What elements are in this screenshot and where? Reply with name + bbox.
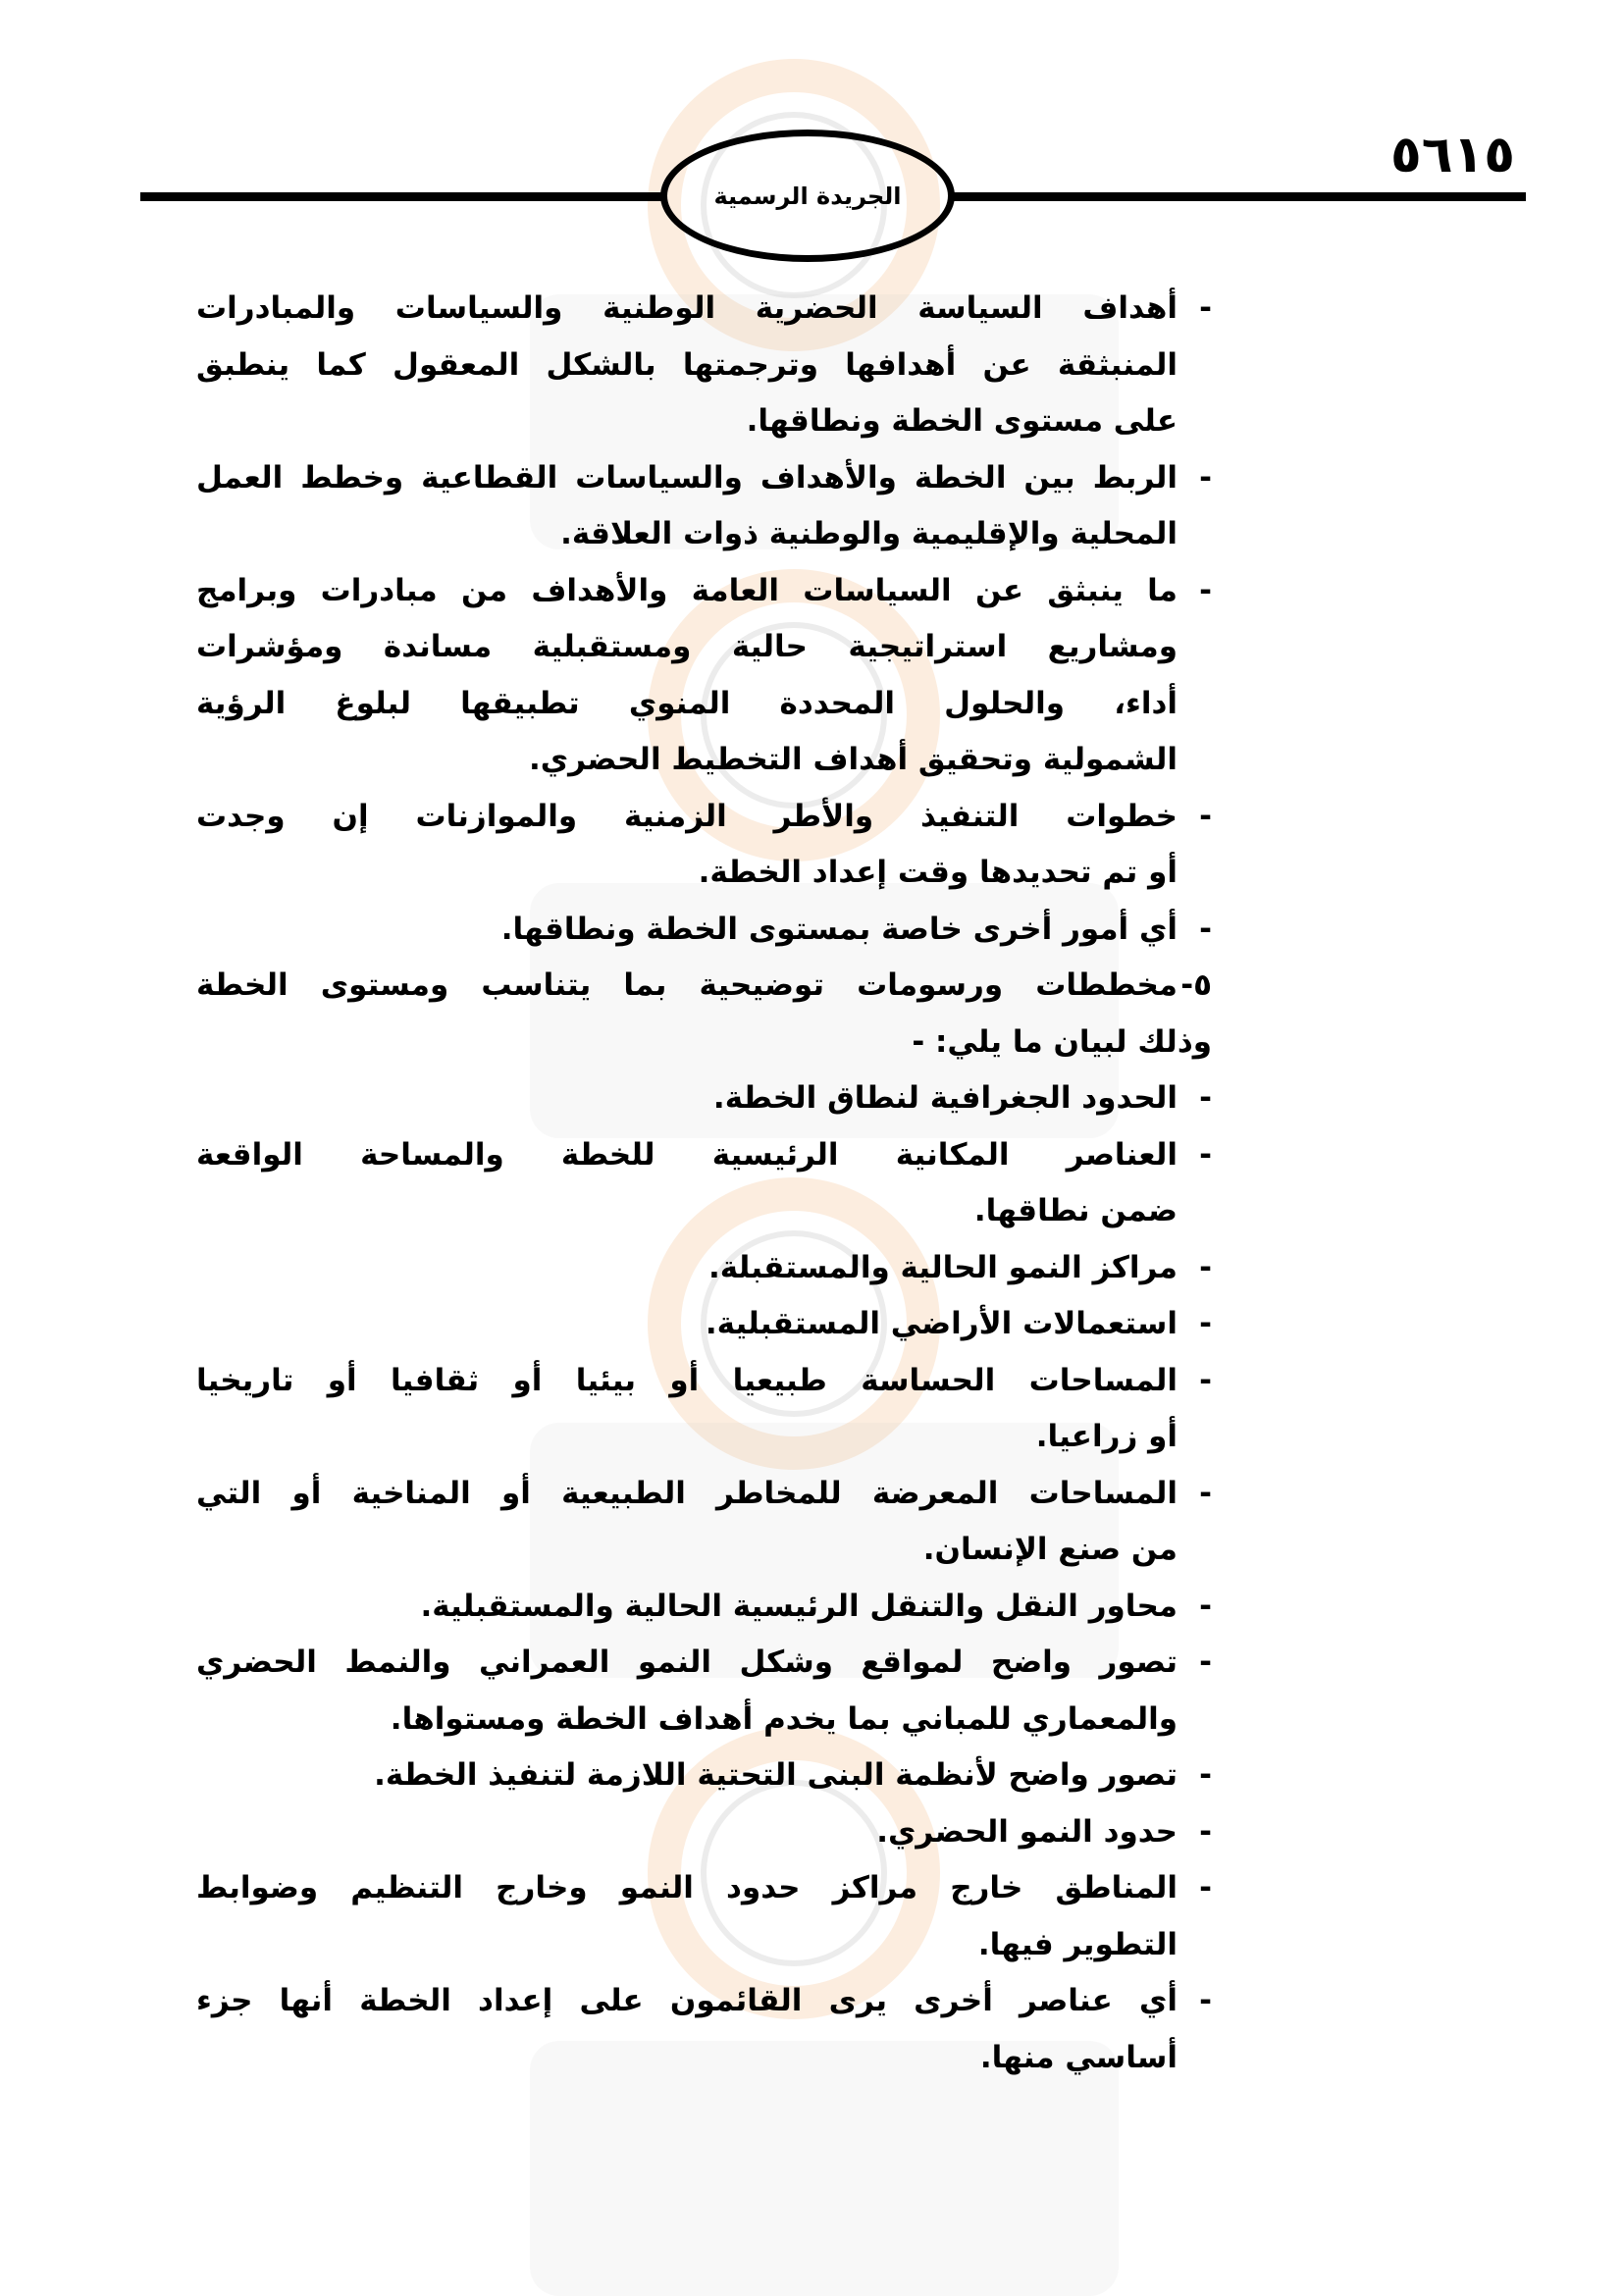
line-text: خطوات التنفيذ والأطر الزمنية والموازنات إن وجدت (196, 798, 1178, 834)
text-line (196, 1635, 1212, 1692)
line-text: أداء، والحلول المحددة المنوي تطبيقها لبلوغ الرؤية (196, 685, 1178, 721)
bullet-dash: - (1199, 1588, 1212, 1624)
line-text: تصور واضح لأنظمة البنى التحتية اللازمة لتنفيذ الخطة. (374, 1757, 1178, 1793)
text-line (196, 393, 1212, 450)
bullet-dash: - (1199, 798, 1212, 834)
line-text: أهداف السياسة الحضرية الوطنية والسياسات والمبادرات (196, 290, 1178, 326)
list-item (196, 902, 1212, 959)
line-text: أو تم تحديدها وقت إعداد الخطة. (698, 855, 1178, 890)
item-number: ٥- (1180, 967, 1212, 1003)
bullet-dash: - (1199, 459, 1212, 496)
text-line (196, 506, 1212, 563)
text-line (196, 1353, 1212, 1410)
text-line (196, 1466, 1212, 1523)
text-line (196, 1579, 1212, 1636)
bullet-dash: - (1199, 572, 1212, 608)
text-line (196, 1127, 1212, 1184)
bullet-dash: - (1199, 1870, 1212, 1905)
text-line (196, 1973, 1212, 2030)
list-item (196, 1070, 1212, 1127)
line-text: الحدود الجغرافية لنطاق الخطة. (712, 1080, 1178, 1116)
text-line (196, 1804, 1212, 1861)
line-text: المحلية والإقليمية والوطنية ذوات العلاقة. (560, 516, 1178, 551)
line-text: الربط بين الخطة والأهداف والسياسات القطاعية وخطط العمل (196, 459, 1178, 496)
line-text: المساحات الحساسة طبيعيا أو بيئيا أو ثقافيا أو تاريخيا (196, 1362, 1178, 1398)
line-text: أي أمور أخرى خاصة بمستوى الخطة ونطاقها. (500, 911, 1178, 947)
line-text: على مستوى الخطة ونطاقها. (746, 403, 1178, 439)
bullet-dash: - (1199, 1080, 1212, 1116)
list-item (196, 450, 1212, 563)
text-line (196, 1522, 1212, 1579)
text-line (196, 450, 1212, 507)
text-line (196, 2030, 1212, 2087)
text-line (196, 619, 1212, 676)
text-line (196, 338, 1212, 394)
text-line (196, 1183, 1212, 1240)
bullet-dash: - (1199, 290, 1212, 326)
text-line (196, 1692, 1212, 1748)
list-item (196, 281, 1212, 450)
line-text: ومشاريع استراتيجية حالية ومستقبلية مساندة ومؤشرات (196, 629, 1178, 664)
bullet-dash: - (1199, 1757, 1212, 1793)
list-item (196, 1127, 1212, 1240)
list-item (196, 1973, 1212, 2086)
line-text: من صنع الإنسان. (922, 1532, 1178, 1567)
bullet-dash: - (1199, 1136, 1212, 1173)
text-line (196, 1070, 1212, 1127)
line-text: العناصر المكانية الرئيسية للخطة والمساحة الواقعة (196, 1136, 1178, 1173)
line-text: ما ينبثق عن السياسات العامة والأهداف من مبادرات وبرامج (196, 572, 1178, 608)
text-line (196, 563, 1212, 620)
text-line (196, 1296, 1212, 1353)
text-line (196, 676, 1212, 733)
line-text: المناطق خارج مراكز حدود النمو وخارج التنظيم وضوابط (196, 1870, 1178, 1905)
text-line (196, 845, 1212, 902)
bullet-dash: - (1199, 1475, 1212, 1511)
page-number: ٥٦١٥ (1390, 126, 1515, 184)
line-text: والمعماري للمباني بما يخدم أهداف الخطة ومستواها. (390, 1700, 1178, 1737)
line-text: حدود النمو الحضري. (876, 1813, 1178, 1850)
list-item (196, 1353, 1212, 1466)
line-text: وذلك لبيان ما يلي: - (912, 1023, 1212, 1060)
text-line (196, 1748, 1212, 1804)
list-item (196, 1579, 1212, 1636)
text-line (196, 1409, 1212, 1466)
line-text: استعمالات الأراضي المستقبلية. (705, 1306, 1178, 1341)
list-item (196, 1296, 1212, 1353)
line-text: أو زراعيا. (1035, 1419, 1178, 1454)
line-text: محاور النقل والتنقل الرئيسية الحالية والمستقبلية. (420, 1588, 1178, 1624)
bullet-dash: - (1199, 1644, 1212, 1680)
bullet-dash: - (1199, 1306, 1212, 1341)
list-item (196, 1804, 1212, 1861)
text-line (196, 732, 1212, 789)
list-item (196, 1860, 1212, 1973)
list-item (196, 1466, 1212, 1579)
document-body (196, 281, 1212, 2086)
list-item (196, 1240, 1212, 1297)
line-text: مخططات ورسومات توضيحية بما يتناسب ومستوى الخطة (196, 967, 1178, 1003)
line-text: أي عناصر أخرى يرى القائمون على إعداد الخطة أنها جزء (196, 1983, 1178, 2018)
bullet-dash: - (1199, 1249, 1212, 1285)
gazette-seal (660, 130, 955, 262)
text-line (196, 1015, 1212, 1071)
line-text: المساحات المعرضة للمخاطر الطبيعية أو المناخية أو التي (196, 1475, 1178, 1511)
bullet-dash: - (1199, 1362, 1212, 1398)
bullet-dash: - (1199, 911, 1212, 947)
line-text: مراكز النمو الحالية والمستقبلة. (708, 1249, 1178, 1285)
text-line (196, 789, 1212, 846)
list-item (196, 1748, 1212, 1804)
line-text: الشمولية وتحقيق أهداف التخطيط الحضري. (528, 742, 1178, 777)
text-line (196, 958, 1212, 1015)
text-line (196, 1860, 1212, 1917)
text-line (196, 281, 1212, 338)
text-line (196, 1917, 1212, 1974)
line-text: تصور واضح لمواقع وشكل النمو العمراني والنمط الحضري (196, 1644, 1178, 1680)
header-rule-right (952, 192, 1526, 201)
numbered-item (196, 958, 1212, 1070)
list-item (196, 563, 1212, 789)
line-text: ضمن نطاقها. (973, 1193, 1178, 1228)
text-line (196, 1240, 1212, 1297)
text-line (196, 902, 1212, 959)
header-rule-left (140, 192, 663, 201)
line-text: المنبثقة عن أهدافها وترجمتها بالشكل المعقول كما ينطبق (196, 346, 1178, 383)
gazette-title: الجريدة الرسمية (713, 182, 902, 210)
list-item (196, 1635, 1212, 1748)
line-text: أساسي منها. (979, 2039, 1178, 2075)
line-text: التطوير فيها. (977, 1926, 1178, 1962)
bullet-dash: - (1199, 1813, 1212, 1850)
bullet-dash: - (1199, 1983, 1212, 2018)
list-item (196, 789, 1212, 902)
